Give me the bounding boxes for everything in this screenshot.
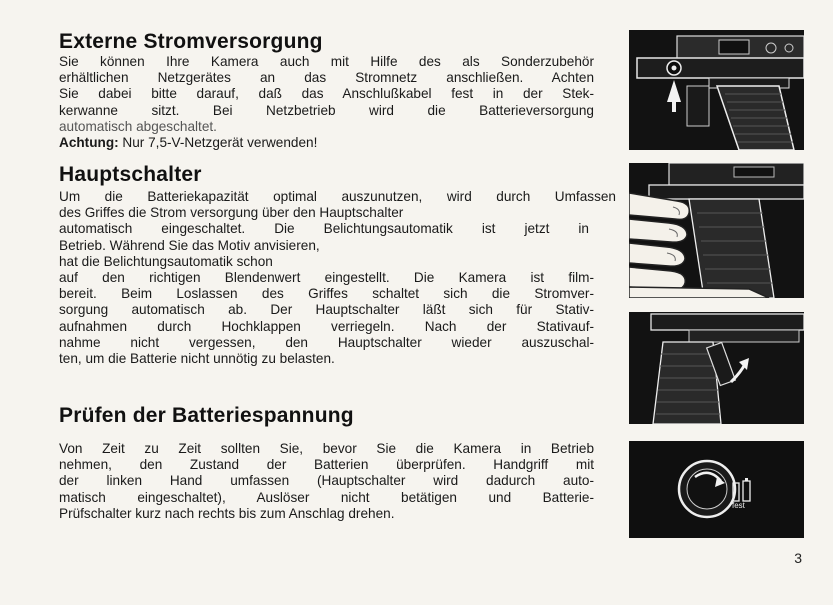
text-line: auf den richtigen Blendenwert eingestellt. Die Kamera ist film- bbox=[59, 270, 594, 286]
text-line: der linken Hand umfassen (Hauptschalter wird dadurch auto- bbox=[59, 473, 594, 489]
figure-main-switch-lock bbox=[629, 312, 804, 424]
text-line: aufnahmen durch Hochklappen verriegeln. Nach der Stativauf- bbox=[59, 318, 594, 334]
text-line: nehmen, den Zustand der Batterien überprüfen. Handgriff mit bbox=[59, 457, 594, 473]
text-line: Prüfschalter kurz nach rechts bis zum Anschlag drehen. bbox=[59, 505, 395, 521]
text-line: sorgung automatisch ab. Der Hauptschalter läßt sich für Stativ- bbox=[59, 302, 594, 318]
text-line: Von Zeit zu Zeit sollten Sie, bevor Sie die Kamera in Betrieb bbox=[59, 441, 594, 456]
heading-hauptschalter: Hauptschalter bbox=[59, 163, 202, 186]
text-line: hat die Belichtungsautomatik schon bbox=[59, 253, 273, 269]
warning-text: Nur 7,5-V-Netzgerät verwenden! bbox=[118, 135, 318, 151]
figure-external-power-socket bbox=[629, 30, 804, 150]
heading-pruefen-batteriespannung: Prüfen der Batteriespannung bbox=[59, 404, 354, 427]
warning-label: Achtung: bbox=[59, 135, 119, 151]
text-line: bereit. Beim Loslassen des Griffes schaltet sich die Stromver- bbox=[59, 286, 594, 302]
paragraph-hauptschalter bbox=[59, 189, 616, 367]
paragraph-pruefen-batteriespannung bbox=[59, 441, 594, 522]
text-line: Sie können Ihre Kamera auch mit Hilfe des als Sonderzubehör bbox=[59, 54, 594, 69]
text-line: nahme nicht vergessen, den Hauptschalter wieder auszuschal- bbox=[59, 334, 594, 350]
text-line: automatisch eingeschaltet. Die Belichtungsautomatik ist jetzt in bbox=[59, 221, 589, 237]
figure-battery-check-switch bbox=[629, 441, 804, 538]
figure-hand-grip-main-switch bbox=[629, 163, 804, 298]
paragraph-externe-stromversorgung bbox=[59, 54, 594, 151]
heading-externe-stromversorgung: Externe Stromversorgung bbox=[59, 30, 323, 53]
text-line: Um die Batteriekapazität optimal auszunutzen, wird durch Umfassen bbox=[59, 189, 616, 204]
text-line: Sie dabei bitte darauf, daß das Anschlußkabel fest in der Stek- bbox=[59, 86, 594, 102]
text-line: automatisch abgeschaltet. bbox=[59, 118, 217, 134]
text-line: erhältlichen Netzgerätes an das Stromnetz anschließen. Achten bbox=[59, 70, 594, 86]
text-line: ten, um die Batterie nicht unnötig zu belasten. bbox=[59, 351, 335, 367]
text-line: des Griffes die Strom versorgung über den Hauptschalter bbox=[59, 205, 404, 221]
text-line: matisch eingeschaltet), Auslöser nicht betätigen und Batterie- bbox=[59, 489, 594, 505]
text-line: kerwanne sitzt. Bei Netzbetrieb wird die Batterieversorgung bbox=[59, 102, 594, 118]
warning-line bbox=[59, 135, 594, 151]
text-line: Betrieb. Während Sie das Motiv anvisieren, bbox=[59, 237, 320, 253]
page-number: 3 bbox=[794, 550, 802, 566]
battery-switch-label: fest bbox=[732, 501, 745, 510]
